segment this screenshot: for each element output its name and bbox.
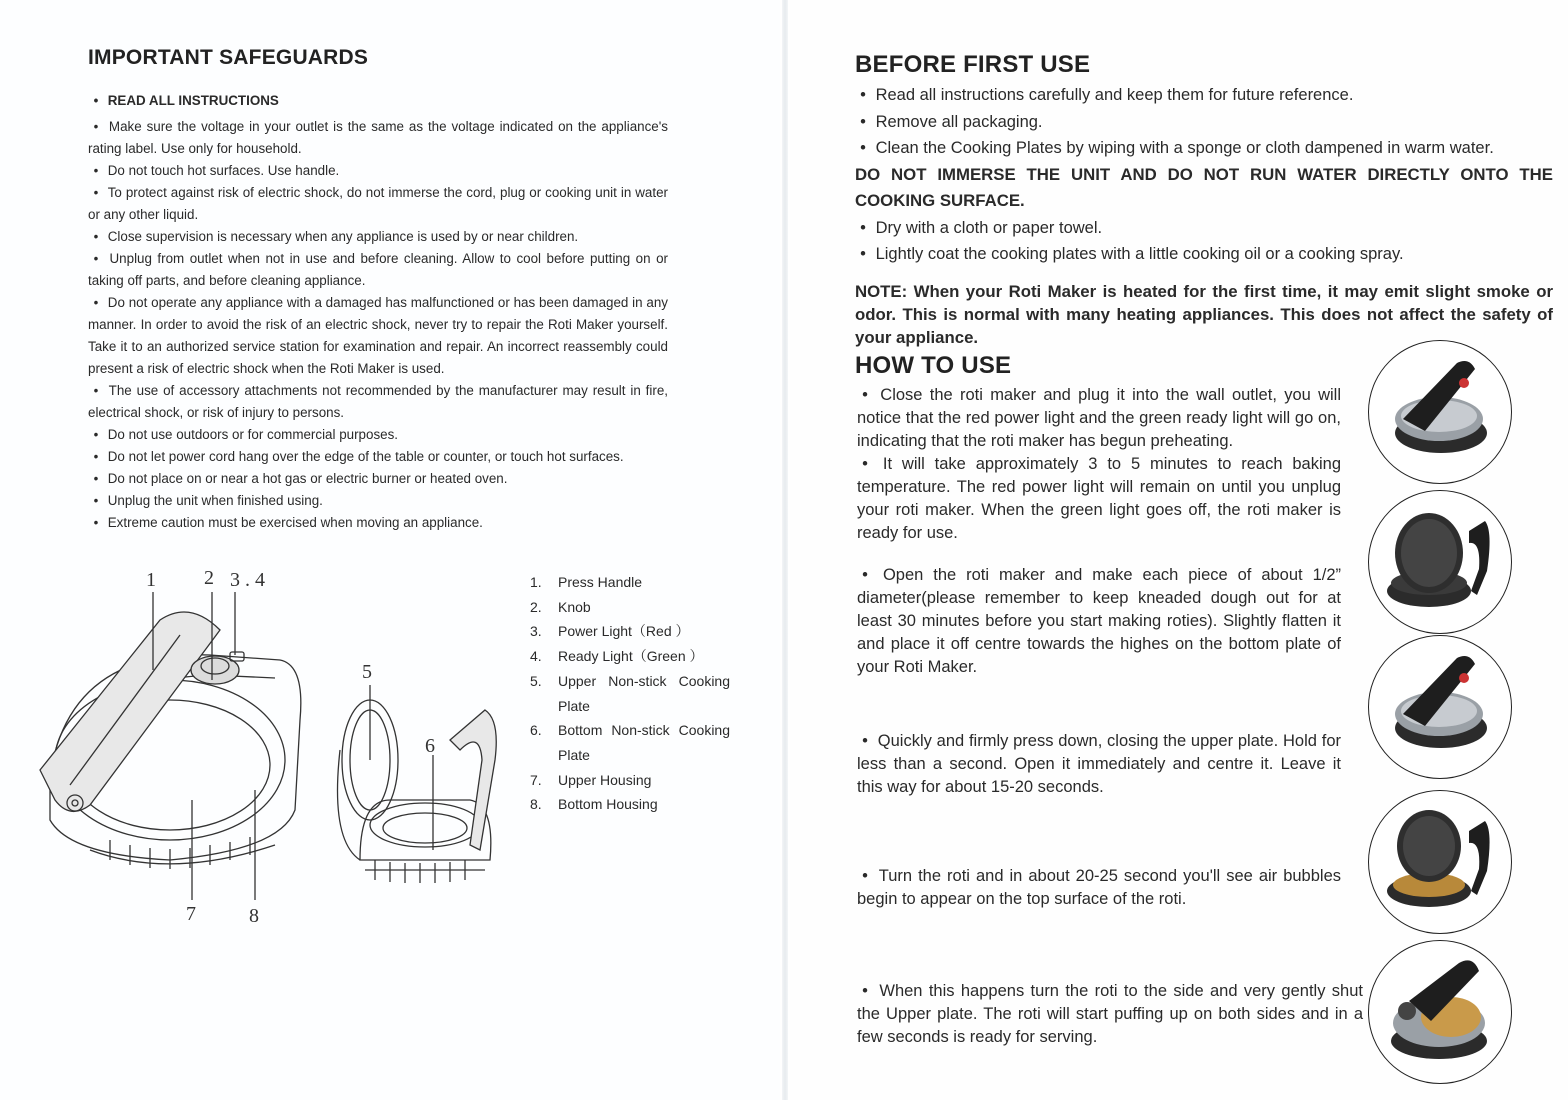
safeguard-item: • READ ALL INSTRUCTIONS — [93, 93, 279, 108]
step-item: • When this happens turn the roti to the side and very gently shut the Upper plate. The roti will start puffing up on both sides and in a few seconds is ready for serving. — [857, 982, 1363, 1046]
step-item: • It will take approximately 3 to 5 minutes to reach baking temperature. The red power light will remain on until you unplug your roti maker. When the green light goes off, the roti maker is ready for use. — [857, 455, 1342, 542]
warning-text: DO NOT IMMERSE THE UNIT AND DO NOT RUN WATER DIRECTLY ONTO THE COOKING SURFACE. — [855, 164, 1553, 210]
safeguard-item: • Do not use outdoors or for commercial purposes. — [93, 427, 398, 442]
closed-roti-maker-icon — [1368, 635, 1512, 779]
closed-roti-maker-icon — [1368, 340, 1512, 484]
safeguard-item: • Extreme caution must be exercised when moving an appliance. — [93, 515, 483, 530]
part-row: 2. Knob — [530, 598, 591, 615]
diagram-label: 2 — [204, 567, 214, 589]
before-item: • Remove all packaging. — [860, 112, 1043, 131]
safeguard-item: • Do not operate any appliance with a damaged has malfunctioned or has been damaged in any manner. In order to avoid the risk of an electric shock, never try to repair the Roti Maker yourself. Take it to an authorized service station for examination and repair. An incorrect reassembly could present a risk of electric shock when the Roti Maker is used. — [88, 295, 668, 376]
how-to-use-heading: HOW TO USE — [855, 352, 1012, 379]
diagram-label: 3 . 4 — [230, 569, 265, 591]
safeguard-item: • Make sure the voltage in your outlet is the same as the voltage indicated on the appliance's rating label. Use only for household. — [88, 119, 668, 156]
part-row: 8. Bottom Housing — [530, 796, 658, 813]
safeguards-list — [88, 90, 668, 534]
safeguard-item: • Close supervision is necessary when any appliance is used by or near children. — [93, 229, 579, 244]
part-row: 3. Power Light（Red ） — [530, 623, 690, 640]
note-text: NOTE: When your Roti Maker is heated for the first time, it may emit slight smoke or odor. This is normal with many heating appliances. This does not affect the safety of your appliance. — [855, 282, 1553, 347]
roti-maker-diagram-icon — [30, 560, 510, 940]
part-row: 6. Bottom Non-stick Cooking Plate — [530, 722, 730, 763]
diagram-label: 7 — [186, 903, 196, 925]
step-item: • Open the roti maker and make each piece of about 1/2” diameter(please remember to keep kneaded dough out for at least 30 minutes before you start making roties). Slightly flatten it and place it off centre towards the highes on the bottom plate of your Roti Maker. — [857, 566, 1341, 676]
before-first-use-heading: BEFORE FIRST USE — [855, 51, 1091, 78]
before-item: • Clean the Cooking Plates by wiping with a sponge or cloth dampened in warm water. — [860, 139, 1494, 157]
safeguard-item: • To protect against risk of electric shock, do not immerse the cord, plug or cooking unit in water or any other liquid. — [88, 185, 668, 222]
safeguard-item: • Unplug from outlet when not in use and before cleaning. Allow to cool before putting on or taking off parts, and before cleaning appliance. — [88, 251, 668, 288]
page-fold — [782, 0, 788, 1100]
step-item: • Quickly and firmly press down, closing the upper plate. Hold for less than a second. Open it immediately and centre it. Leave it this way for about 15-20 seconds. — [857, 732, 1341, 796]
safeguard-item: • Do not touch hot surfaces. Use handle. — [93, 163, 340, 178]
before-item: • Dry with a cloth or paper towel. — [860, 218, 1103, 237]
open-roti-maker-with-roti-icon — [1368, 790, 1512, 934]
diagram-label: 5 — [362, 661, 372, 683]
open-roti-maker-icon — [1368, 490, 1512, 634]
step-item: • Close the roti maker and plug it into the wall outlet, you will notice that the red power light and the green ready light will go on, indicating that the roti maker has begun preheating. — [857, 386, 1341, 450]
diagram-label: 1 — [146, 569, 156, 591]
parts-list — [530, 570, 730, 817]
before-first-use-list — [855, 82, 1553, 268]
step-item: • Turn the roti and in about 20-25 second you'll see air bubbles begin to appear on the top surface of the roti. — [857, 867, 1341, 908]
part-row: 4. Ready Light（Green ） — [530, 648, 704, 665]
roti-maker-puffing-icon — [1368, 940, 1512, 1084]
diagram-label: 6 — [425, 735, 435, 757]
safeguard-item: • Unplug the unit when finished using. — [93, 493, 323, 508]
safeguard-item: • The use of accessory attachments not recommended by the manufacturer may result in fire, electrical shock, or risk of injury to persons. — [88, 383, 668, 420]
before-item: • Lightly coat the cooking plates with a little cooking oil or a cooking spray. — [860, 245, 1404, 263]
safeguards-heading: IMPORTANT SAFEGUARDS — [88, 46, 369, 69]
part-row: 5. Upper Non-stick Cooking Plate — [530, 672, 730, 714]
before-item: • Read all instructions carefully and keep them for future reference. — [860, 86, 1354, 104]
parts-diagram — [30, 560, 510, 940]
safeguard-item: • Do not let power cord hang over the edge of the table or counter, or touch hot surfaces. — [93, 449, 624, 464]
diagram-label: 8 — [249, 905, 259, 927]
safeguard-item: • Do not place on or near a hot gas or electric burner or heated oven. — [93, 471, 508, 486]
part-row: 7. Upper Housing — [530, 771, 652, 788]
part-row: 1. Press Handle — [530, 574, 643, 590]
